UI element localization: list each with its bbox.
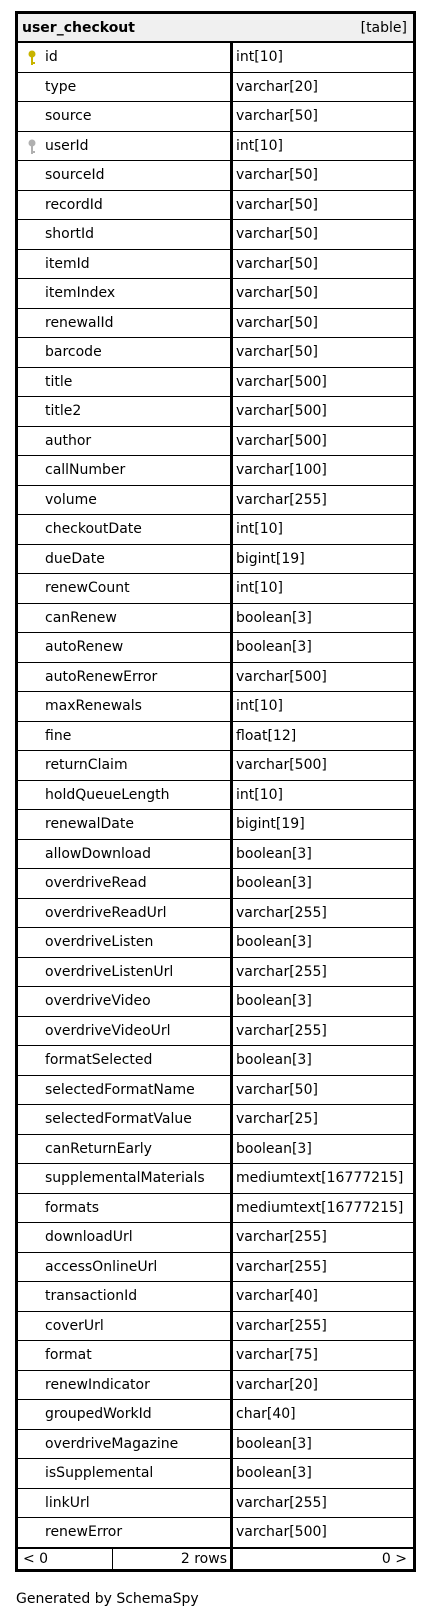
- column-row[interactable]: [18, 899, 413, 929]
- column-row[interactable]: [18, 781, 413, 811]
- column-name-cell: [18, 102, 233, 131]
- column-name-cell: [18, 958, 233, 987]
- column-type: varchar[75]: [236, 1347, 318, 1364]
- column-name-cell: [18, 1371, 233, 1400]
- column-name-cell: [18, 427, 233, 456]
- column-row[interactable]: [18, 427, 413, 457]
- column-type: boolean[3]: [236, 609, 312, 626]
- column-row[interactable]: [18, 928, 413, 958]
- column-type: varchar[50]: [236, 255, 318, 272]
- column-name-cell: [18, 1017, 233, 1046]
- column-type: int[10]: [236, 786, 283, 803]
- column-type: varchar[50]: [236, 344, 318, 361]
- column-name-cell: [18, 132, 233, 161]
- column-type: varchar[255]: [236, 904, 327, 921]
- column-type: varchar[255]: [236, 1258, 327, 1275]
- column-row[interactable]: [18, 1076, 413, 1106]
- column-row[interactable]: [18, 338, 413, 368]
- column-name-cell: [18, 604, 233, 633]
- column-row[interactable]: [18, 102, 413, 132]
- column-name: autoRenewError: [45, 668, 158, 685]
- column-name: renewalDate: [45, 816, 134, 833]
- table-node: [15, 11, 416, 1572]
- column-type: int[10]: [236, 137, 283, 154]
- column-name: itemId: [45, 255, 90, 272]
- column-name-cell: [18, 545, 233, 574]
- column-name: title: [45, 373, 73, 390]
- column-name: selectedFormatName: [45, 1081, 195, 1098]
- column-type: varchar[500]: [236, 668, 327, 685]
- column-name-cell: [18, 987, 233, 1016]
- column-name-cell: [18, 1046, 233, 1075]
- column-row[interactable]: [18, 545, 413, 575]
- column-name-cell: [18, 486, 233, 515]
- column-name-cell: [18, 73, 233, 102]
- column-type: varchar[255]: [236, 1317, 327, 1334]
- column-name: overdriveRead: [45, 875, 147, 892]
- column-name: recordId: [45, 196, 103, 213]
- column-type: mediumtext[16777215]: [236, 1199, 404, 1216]
- column-name-cell: [18, 1518, 233, 1547]
- column-row[interactable]: [18, 574, 413, 604]
- column-name-cell: [18, 191, 233, 220]
- column-name-cell: [18, 722, 233, 751]
- column-row[interactable]: [18, 1194, 413, 1224]
- column-type: varchar[50]: [236, 196, 318, 213]
- column-type: varchar[40]: [236, 1288, 318, 1305]
- column-name-cell: [18, 1253, 233, 1282]
- column-type: varchar[50]: [236, 314, 318, 331]
- column-name: volume: [45, 491, 97, 508]
- column-name: userId: [45, 137, 89, 154]
- column-name-cell: [18, 1135, 233, 1164]
- column-row[interactable]: [18, 250, 413, 280]
- column-name-cell: [18, 692, 233, 721]
- column-type: int[10]: [236, 521, 283, 538]
- column-name: coverUrl: [45, 1317, 104, 1334]
- column-type: varchar[100]: [236, 462, 327, 479]
- column-name-cell: [18, 1282, 233, 1311]
- column-name-cell: [18, 1223, 233, 1252]
- column-name: format: [45, 1347, 92, 1364]
- column-row[interactable]: [18, 43, 413, 73]
- column-name: canReturnEarly: [45, 1140, 152, 1157]
- column-type: varchar[500]: [236, 757, 327, 774]
- column-name: shortId: [45, 226, 94, 243]
- column-row[interactable]: [18, 840, 413, 870]
- table-header: [18, 14, 413, 43]
- column-row[interactable]: [18, 1135, 413, 1165]
- column-name: overdriveVideo: [45, 993, 151, 1010]
- column-name-cell: [18, 574, 233, 603]
- column-name: fine: [45, 727, 72, 744]
- column-name-cell: [18, 1459, 233, 1488]
- column-type: varchar[50]: [236, 285, 318, 302]
- column-name-cell: [18, 515, 233, 544]
- column-row[interactable]: [18, 692, 413, 722]
- column-type: float[12]: [236, 727, 297, 744]
- column-name: checkoutDate: [45, 521, 142, 538]
- column-row[interactable]: [18, 309, 413, 339]
- column-row[interactable]: [18, 1430, 413, 1460]
- column-type: varchar[255]: [236, 491, 327, 508]
- column-type: bigint[19]: [236, 550, 305, 567]
- column-type: boolean[3]: [236, 934, 312, 951]
- row-count: 2 rows: [113, 1549, 233, 1569]
- column-row[interactable]: [18, 751, 413, 781]
- column-name: title2: [45, 403, 82, 420]
- column-name: holdQueueLength: [45, 786, 170, 803]
- column-row[interactable]: [18, 1459, 413, 1489]
- column-name: canRenew: [45, 609, 117, 626]
- column-row[interactable]: [18, 987, 413, 1017]
- column-type: bigint[19]: [236, 816, 305, 833]
- column-name-cell: [18, 899, 233, 928]
- column-name-cell: [18, 633, 233, 662]
- column-row[interactable]: [18, 1017, 413, 1047]
- column-row[interactable]: [18, 161, 413, 191]
- column-name-cell: [18, 368, 233, 397]
- column-name: autoRenew: [45, 639, 124, 656]
- column-type: boolean[3]: [236, 1435, 312, 1452]
- column-name: source: [45, 108, 92, 125]
- column-type: varchar[25]: [236, 1111, 318, 1128]
- column-type: boolean[3]: [236, 993, 312, 1010]
- column-row[interactable]: [18, 869, 413, 899]
- column-name: itemIndex: [45, 285, 116, 302]
- column-type: boolean[3]: [236, 639, 312, 656]
- column-type: boolean[3]: [236, 1052, 312, 1069]
- column-name: overdriveMagazine: [45, 1435, 179, 1452]
- column-name: returnClaim: [45, 757, 128, 774]
- column-row[interactable]: [18, 1105, 413, 1135]
- column-name-cell: [18, 309, 233, 338]
- column-row[interactable]: [18, 73, 413, 103]
- column-name-cell: [18, 1105, 233, 1134]
- column-row[interactable]: [18, 958, 413, 988]
- column-name: overdriveListen: [45, 934, 154, 951]
- column-row[interactable]: [18, 1223, 413, 1253]
- column-row[interactable]: [18, 456, 413, 486]
- column-name: renewError: [45, 1524, 123, 1541]
- column-name: dueDate: [45, 550, 105, 567]
- column-row[interactable]: [18, 810, 413, 840]
- column-name: accessOnlineUrl: [45, 1258, 158, 1275]
- column-type: mediumtext[16777215]: [236, 1170, 404, 1187]
- column-name-cell: [18, 279, 233, 308]
- column-name-cell: [18, 751, 233, 780]
- column-name: overdriveListenUrl: [45, 963, 174, 980]
- column-type: varchar[500]: [236, 373, 327, 390]
- column-name: formatSelected: [45, 1052, 153, 1069]
- table-name[interactable]: user_checkout: [22, 19, 135, 36]
- column-name: selectedFormatValue: [45, 1111, 192, 1128]
- column-type: int[10]: [236, 698, 283, 715]
- column-name: maxRenewals: [45, 698, 142, 715]
- column-name: allowDownload: [45, 845, 151, 862]
- column-name-cell: [18, 1194, 233, 1223]
- column-name: supplementalMaterials: [45, 1170, 205, 1187]
- column-row[interactable]: [18, 486, 413, 516]
- column-name-cell: [18, 456, 233, 485]
- column-row[interactable]: [18, 1164, 413, 1194]
- column-type: boolean[3]: [236, 845, 312, 862]
- column-name-cell: [18, 1400, 233, 1429]
- column-name: type: [45, 78, 77, 95]
- column-name-cell: [18, 810, 233, 839]
- column-row[interactable]: [18, 515, 413, 545]
- column-name: linkUrl: [45, 1494, 90, 1511]
- column-name: renewalId: [45, 314, 114, 331]
- column-name-cell: [18, 1430, 233, 1459]
- column-type: int[10]: [236, 49, 283, 66]
- index-key-icon: [26, 139, 38, 155]
- column-name-cell: [18, 781, 233, 810]
- column-type: varchar[20]: [236, 1376, 318, 1393]
- column-name: downloadUrl: [45, 1229, 133, 1246]
- column-type: varchar[255]: [236, 1229, 327, 1246]
- column-row[interactable]: [18, 368, 413, 398]
- column-name: transactionId: [45, 1288, 138, 1305]
- column-type: char[40]: [236, 1406, 296, 1423]
- column-row[interactable]: [18, 1046, 413, 1076]
- column-name-cell: [18, 1076, 233, 1105]
- column-type: varchar[255]: [236, 1494, 327, 1511]
- column-name-cell: [18, 663, 233, 692]
- column-name: callNumber: [45, 462, 126, 479]
- column-name: overdriveVideoUrl: [45, 1022, 171, 1039]
- column-name-cell: [18, 1312, 233, 1341]
- parents-count[interactable]: < 0: [18, 1549, 113, 1569]
- column-name-cell: [18, 161, 233, 190]
- column-row[interactable]: [18, 722, 413, 752]
- column-row[interactable]: [18, 191, 413, 221]
- column-type: varchar[50]: [236, 108, 318, 125]
- column-name-cell: [18, 397, 233, 426]
- column-name: groupedWorkId: [45, 1406, 152, 1423]
- column-name-cell: [18, 928, 233, 957]
- children-count[interactable]: 0 >: [381, 1550, 407, 1567]
- column-name-cell: [18, 869, 233, 898]
- column-name: id: [45, 49, 58, 66]
- column-name-cell: [18, 220, 233, 249]
- column-name: barcode: [45, 344, 102, 361]
- column-row[interactable]: [18, 1518, 413, 1548]
- column-name-cell: [18, 1341, 233, 1370]
- column-type: varchar[255]: [236, 1022, 327, 1039]
- column-row[interactable]: [18, 1253, 413, 1283]
- column-name-cell: [18, 840, 233, 869]
- column-type: varchar[255]: [236, 963, 327, 980]
- column-row[interactable]: [18, 604, 413, 634]
- column-list: [18, 43, 413, 1548]
- primary-key-icon: [26, 50, 38, 66]
- column-name-cell: [18, 250, 233, 279]
- column-row[interactable]: [18, 397, 413, 427]
- column-name: renewIndicator: [45, 1376, 150, 1393]
- column-row[interactable]: [18, 1282, 413, 1312]
- column-type: varchar[500]: [236, 403, 327, 420]
- generated-by-text: Generated by SchemaSpy: [16, 1591, 199, 1607]
- column-row[interactable]: [18, 132, 413, 162]
- column-type: boolean[3]: [236, 1465, 312, 1482]
- column-name: formats: [45, 1199, 100, 1216]
- column-type: varchar[500]: [236, 432, 327, 449]
- column-type: boolean[3]: [236, 875, 312, 892]
- column-row[interactable]: [18, 1371, 413, 1401]
- column-row[interactable]: [18, 220, 413, 250]
- column-row[interactable]: [18, 633, 413, 663]
- column-name-cell: [18, 1164, 233, 1193]
- column-row[interactable]: [18, 1312, 413, 1342]
- column-type: varchar[50]: [236, 226, 318, 243]
- column-type: varchar[50]: [236, 1081, 318, 1098]
- column-type: varchar[50]: [236, 167, 318, 184]
- column-row[interactable]: [18, 279, 413, 309]
- column-row[interactable]: [18, 1489, 413, 1519]
- column-row[interactable]: [18, 1400, 413, 1430]
- column-type: int[10]: [236, 580, 283, 597]
- table-kind-label: [table]: [360, 19, 407, 36]
- column-row[interactable]: [18, 663, 413, 693]
- table-footer: [18, 1548, 413, 1569]
- column-type: varchar[20]: [236, 78, 318, 95]
- column-name: sourceId: [45, 167, 105, 184]
- column-name-cell: [18, 338, 233, 367]
- column-type: boolean[3]: [236, 1140, 312, 1157]
- column-name-cell: [18, 43, 233, 72]
- column-name: overdriveReadUrl: [45, 904, 167, 921]
- column-name: author: [45, 432, 92, 449]
- column-name-cell: [18, 1489, 233, 1518]
- column-name: renewCount: [45, 580, 130, 597]
- column-row[interactable]: [18, 1341, 413, 1371]
- column-type: varchar[500]: [236, 1524, 327, 1541]
- column-name: isSupplemental: [45, 1465, 154, 1482]
